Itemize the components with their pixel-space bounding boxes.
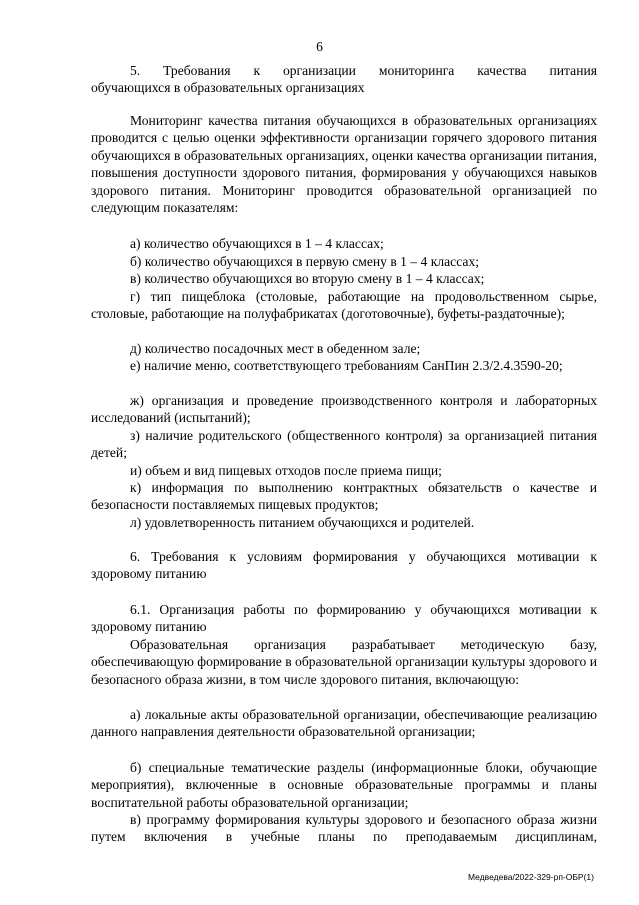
section-5-item-v: в) количество обучающихся во вторую смену в 1 – 4 классах; [130,271,485,286]
section-5-heading-line-1: 5. Требования к организации мониторинга качества питания [130,63,597,78]
section-5-item-e: е) наличие меню, соответствующего требованиям СанПин 2.3/2.4.3590-20; [130,358,563,373]
section-6-item-a: а) локальные акты образовательной организации, обеспечивающие реализацию данного направления деятельности образовательной организации; [91,707,597,740]
section-5-item-g: г) тип пищеблока (столовые, работающие на продовольственном сырье, столовые, работающие на полуфабрикатах (доготовочные), буфеты-раздаточные); [91,289,597,322]
section-5-item-b: б) количество обучающихся в первую смену в 1 – 4 классах; [130,254,480,269]
section-6-item-b: б) специальные тематические разделы (информационные блоки, обучающие мероприятия), включенные в основные образовательные программы и планы воспитательной работы образовательной организации; [91,760,597,810]
section-5-intro: Мониторинг качества питания обучающихся в образовательных организациях проводится с целью оценки эффективности организации горячего здорового питания обучающихся в образовательных организациях, оценки качества организации питания, повышения доступности здорового питания, формирования у обучающихся навыков здорового питания. Мониторинг проводится образовательной организацией по следующим показателям: [91,113,597,216]
section-5-item-i: и) объем и вид пищевых отходов после приема пищи; [130,463,442,478]
section-6-heading: 6. Требования к условиям формирования у обучающихся мотивации к здоровому питанию [91,549,597,582]
section-5-heading [91,62,597,97]
section-6-1-heading: 6.1. Организация работы по формированию у обучающихся мотивации к здоровому питанию [91,602,597,635]
page-number: 6 [316,39,323,54]
section-5-item-z: з) наличие родительского (общественного контроля) за организацией питания детей; [91,428,597,461]
section-5-heading-line-2: обучающихся в образовательных организациях [91,80,365,96]
section-5-item-d: д) количество посадочных мест в обеденном зале; [130,341,421,356]
document-footer-id: Медведева/2022-329-рп-ОБР(1) [468,872,594,882]
section-5-item-k: к) информация по выполнению контрактных обязательств о качестве и безопасности поставляемых пищевых продуктов; [91,480,597,513]
section-5-item-l: л) удовлетворенность питанием обучающихся и родителей. [130,515,475,530]
section-5-item-zh: ж) организация и проведение производственного контроля и лабораторных исследований (испытаний); [91,393,597,426]
section-5-item-a: а) количество обучающихся в 1 – 4 классах; [130,236,384,251]
section-6-1-paragraph: Образовательная организация разрабатывает методическую базу, обеспечивающую формирование в образовательной организации культуры здорового и безопасного образа жизни, в том числе здорового питания, включающую: [91,637,597,687]
section-6-item-v: в) программу формирования культуры здорового и безопасного образа жизни путем включения в учебные планы по преподаваемым дисциплинам, [91,812,597,845]
